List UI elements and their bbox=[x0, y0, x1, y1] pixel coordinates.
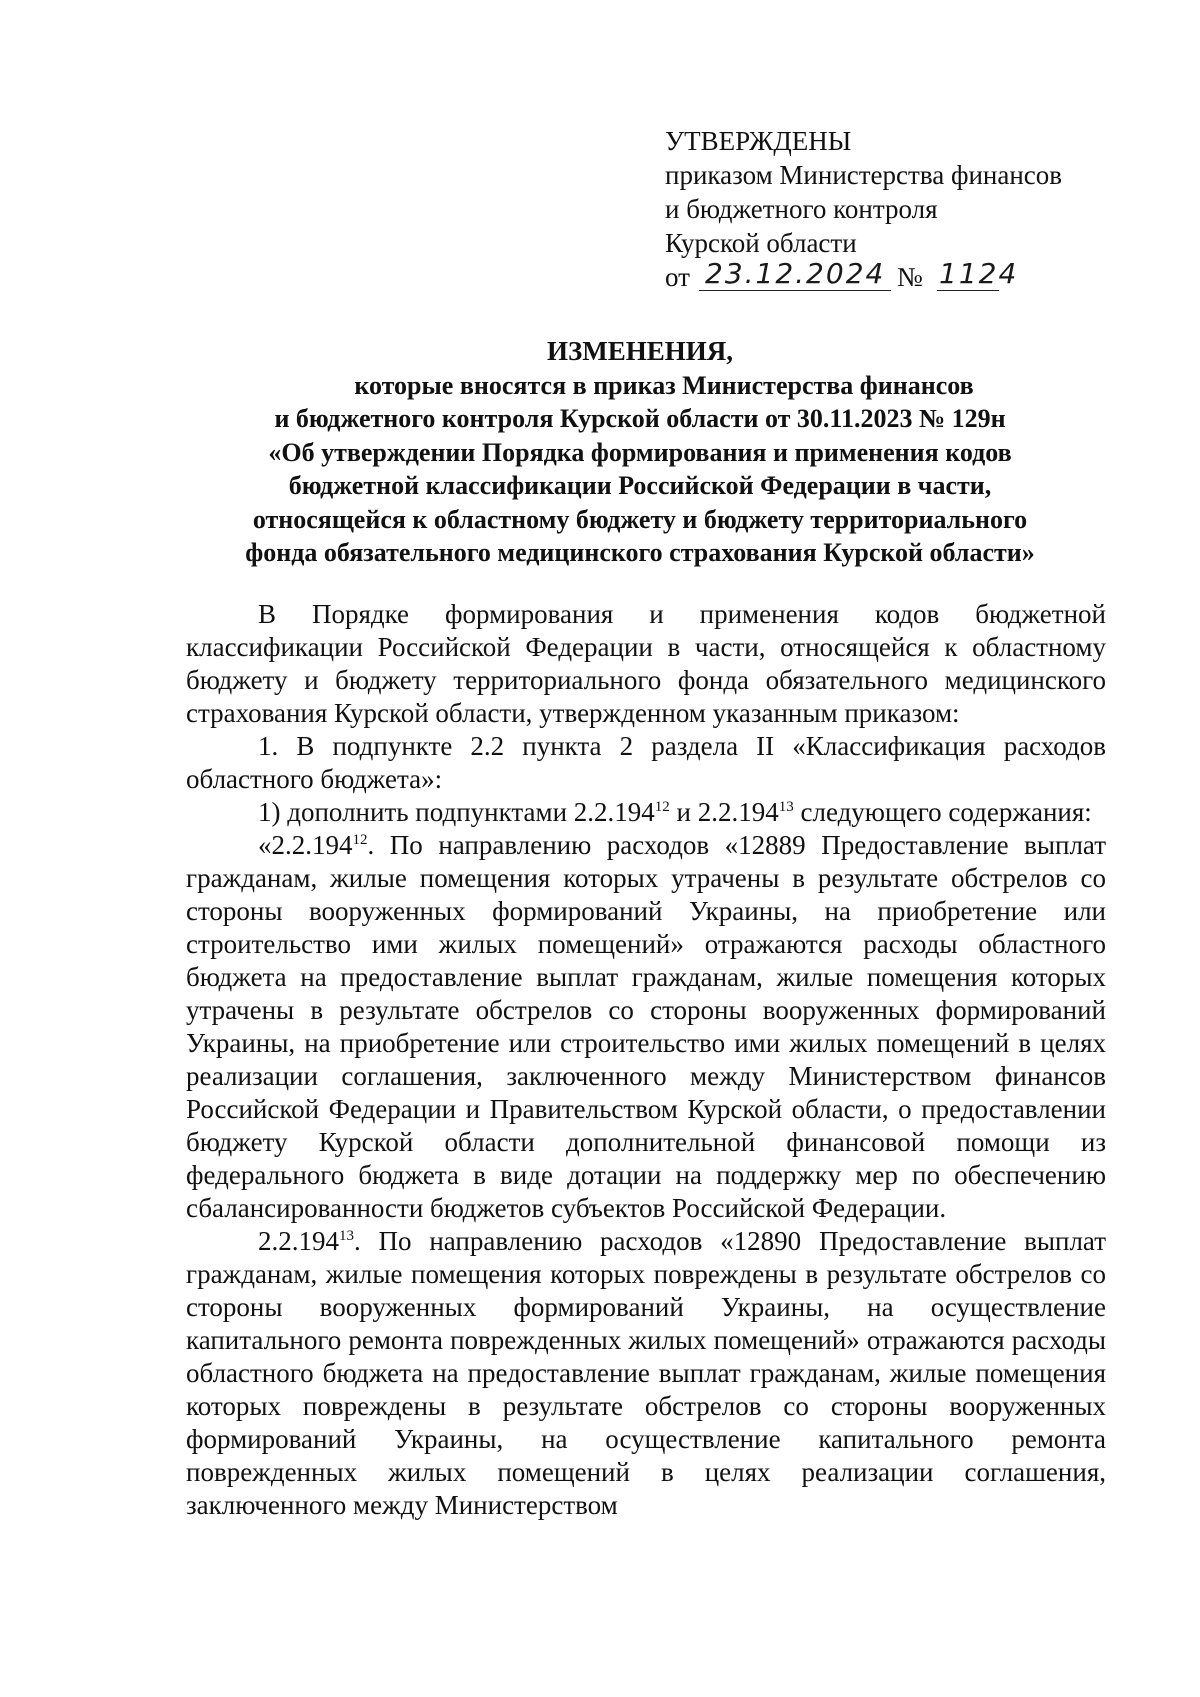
paragraph-text: . По направлению расходов «12889 Предоставление выплат гражданам, жилые помещения которых утрачены в результате обстрелов со стороны вооруженных формирований Украины, на приобретение или строительство ими жилых помещений» отражаются расходы областного бюджета на предоставление выплат гражданам, жилые помещения которых утрачены в результате обстрелов со стороны вооруженных формирований Украины, на приобретение или строительство ими жилых помещений в целях реализации соглашения, заключенного между Министерством финансов Российской Федерации и Правительством Курской области, о предоставлении бюджету Курской области дополнительной финансовой помощи из федерального бюджета в виде дотации на поддержку мер по обеспечению сбалансированности бюджетов субъектов Российской Федерации. bbox=[186, 830, 1106, 1223]
superscript: 13 bbox=[339, 1228, 354, 1244]
subitem-1-paragraph bbox=[186, 796, 1106, 829]
title-line: бюджетной классификации Российской Федерации в части, bbox=[288, 471, 992, 500]
approval-status: УТВЕРЖДЕНЫ bbox=[665, 126, 852, 156]
title-line: и бюджетного контроля Курской области от 30.11.2023 № 129н bbox=[274, 404, 1006, 433]
approval-issuer-line: приказом Министерства финансов bbox=[665, 160, 1063, 190]
title-line: фонда обязательного медицинского страхования Курской области» bbox=[245, 538, 1035, 567]
handwritten-number: 1124 bbox=[939, 257, 1019, 290]
approval-stamp-block bbox=[665, 124, 1062, 296]
paragraph-2-2-194-12 bbox=[186, 829, 1106, 1225]
intro-paragraph: В Порядке формирования и применения кодов бюджетной классификации Российской Федерации в части, относящейся к областному бюджету и бюджету территориального фонда обязательного медицинского страхования Курской области, утвержденном указанным приказом: bbox=[186, 599, 1106, 728]
document-title bbox=[185, 335, 1095, 570]
approval-date-line bbox=[665, 257, 1062, 296]
approval-issuer-line: и бюджетного контроля bbox=[665, 194, 938, 224]
subitem-1-text: следующего содержания: bbox=[793, 797, 1092, 827]
date-prefix: от bbox=[665, 262, 690, 292]
title-line: которые вносятся в приказ Министерства финансов bbox=[354, 370, 974, 400]
subitem-1-text: и 2.2.194 bbox=[669, 797, 779, 827]
title-heading: ИЗМЕНЕНИЯ, bbox=[546, 336, 733, 366]
superscript: 13 bbox=[778, 799, 794, 815]
paragraph-number: «2.2.194 bbox=[258, 830, 353, 860]
paragraph-2-2-194-13 bbox=[186, 1225, 1106, 1522]
number-sign: № bbox=[897, 262, 923, 292]
paragraph-number: 2.2.194 bbox=[258, 1226, 339, 1256]
item-1-paragraph: 1. В подпункте 2.2 пункта 2 раздела II «Классификация расходов областного бюджета»: bbox=[186, 731, 1106, 794]
subitem-1-text: 1) дополнить подпунктами 2.2.194 bbox=[258, 797, 655, 827]
superscript: 12 bbox=[654, 799, 670, 815]
title-line: относящейся к областному бюджету и бюджету территориального bbox=[252, 504, 1028, 534]
approval-issuer-line: Курской области bbox=[665, 228, 857, 258]
title-line: «Об утверждении Порядка формирования и применения кодов bbox=[268, 437, 1012, 467]
handwritten-date: 23.12.2024 bbox=[705, 257, 886, 290]
paragraph-text: . По направлению расходов «12890 Предоставление выплат гражданам, жилые помещения которых повреждены в результате обстрелов со стороны вооруженных формирований Украины, на осуществление капитального ремонта поврежденных жилых помещений» отражаются расходы областного бюджета на предоставление выплат гражданам, жилые помещения которых повреждены в результате обстрелов со стороны вооруженных формирований Украины, на осуществление капитального ремонта поврежденных жилых помещений в целях реализации соглашения, заключенного между Министерством bbox=[186, 1226, 1106, 1520]
document-body bbox=[186, 598, 1106, 1522]
superscript: 12 bbox=[352, 832, 368, 848]
